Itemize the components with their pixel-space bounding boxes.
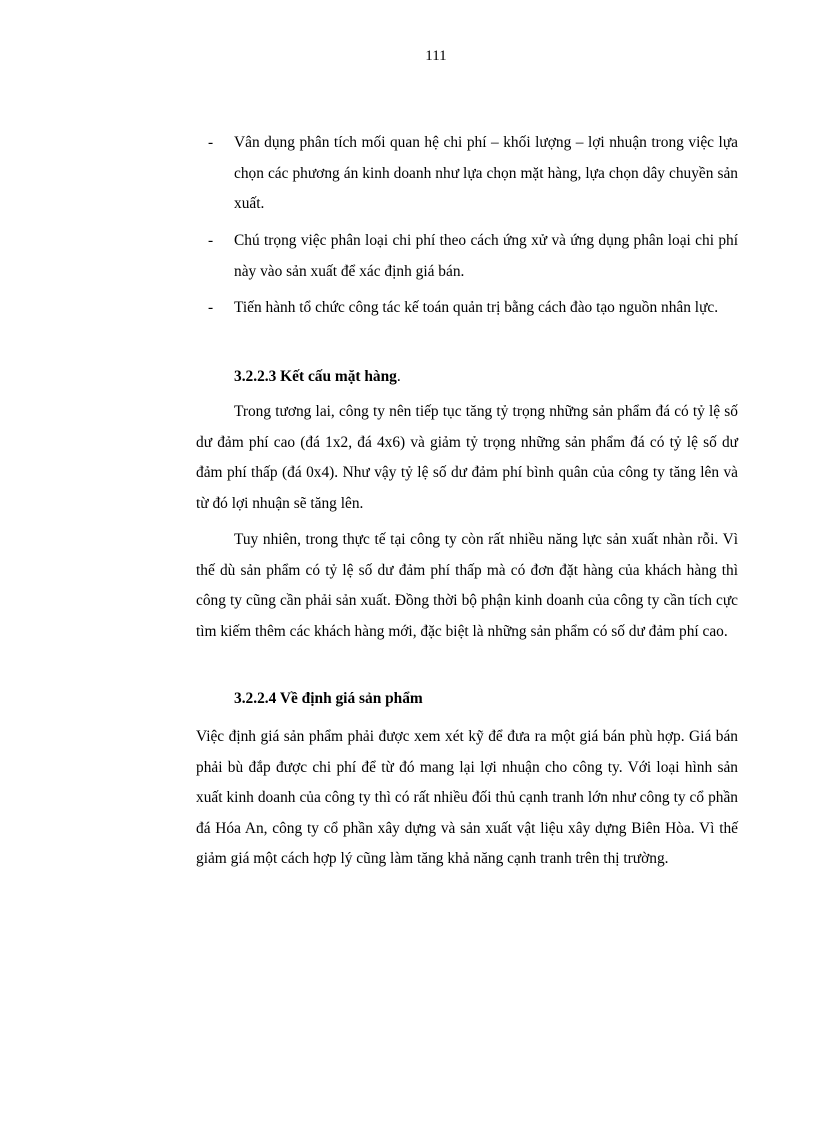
bullet-text: Vân dụng phân tích mối quan hệ chi phí – khối lượng – lợi nhuận trong việc lựa chọn các phương án kinh doanh như lựa chọn mặt hàng, lựa chọn dây chuyền sản xuất.	[234, 134, 738, 212]
bullet-dash: -	[208, 299, 214, 316]
section-heading-324	[234, 684, 423, 714]
bullet-item-2	[208, 226, 738, 287]
paragraph-323-2	[196, 525, 738, 647]
page-number: 111	[425, 48, 447, 64]
paragraph-text: Tuy nhiên, trong thực tế tại công ty còn rất nhiều năng lực sản xuất nhàn rỗi. Vì thế dù sản phẩm có tỷ lệ số dư đảm phí thấp mà có đơn đặt hàng của khách hàng thì công ty cũng cần phải sản xuất. Đồng thời bộ phận kinh doanh của công ty cần tích cực tìm kiếm thêm các khách hàng mới, đặc biệt là những sản phẩm có số dư đảm phí cao.	[196, 531, 738, 640]
bullet-dash: -	[208, 232, 214, 249]
bullet-text: Chú trọng việc phân loại chi phí theo cách ứng xử và ứng dụng phân loại chi phí này vào sản xuất để xác định giá bán.	[234, 232, 738, 280]
bullet-item-3	[208, 293, 738, 324]
bullet-item-1	[208, 128, 738, 220]
section-heading-323-text: 3.2.2.3 Kết cấu mặt hàng	[234, 368, 397, 385]
bullet-dash: -	[208, 134, 214, 151]
paragraph-text: Trong tương lai, công ty nên tiếp tục tăng tỷ trọng những sản phẩm đá có tỷ lệ số dư đảm phí cao (đá 1x2, đá 4x6) và giảm tỷ trọng những sản phẩm đá có tỷ lệ số dư đảm phí thấp (đá 0x4). Như vậy tỷ lệ số dư đảm phí bình quân của công ty tăng lên và từ đó lợi nhuận sẽ tăng lên.	[196, 403, 738, 512]
paragraph-text: Việc định giá sản phẩm phải được xem xét kỹ để đưa ra một giá bán phù hợp. Giá bán phải bù đắp được chi phí để từ đó mang lại lợi nhuận cho công ty. Với loại hình sản xuất kinh doanh của công ty thì có rất nhiều đối thủ cạnh tranh lớn như công ty cổ phần đá Hóa An, công ty cổ phần xây dựng và sản xuất vật liệu xây dựng Biên Hòa. Vì thế giảm giá một cách hợp lý cũng làm tăng khả năng cạnh tranh trên thị trường.	[196, 728, 738, 867]
section-heading-323-period: .	[396, 368, 401, 385]
paragraph-324-1	[196, 722, 738, 875]
section-heading-324-text: 3.2.2.4 Về định giá sản phẩm	[234, 690, 423, 707]
paragraph-323-1	[196, 397, 738, 519]
section-heading-323	[234, 362, 401, 392]
bullet-text: Tiến hành tổ chức công tác kế toán quản trị bằng cách đào tạo nguồn nhân lực.	[234, 299, 719, 316]
